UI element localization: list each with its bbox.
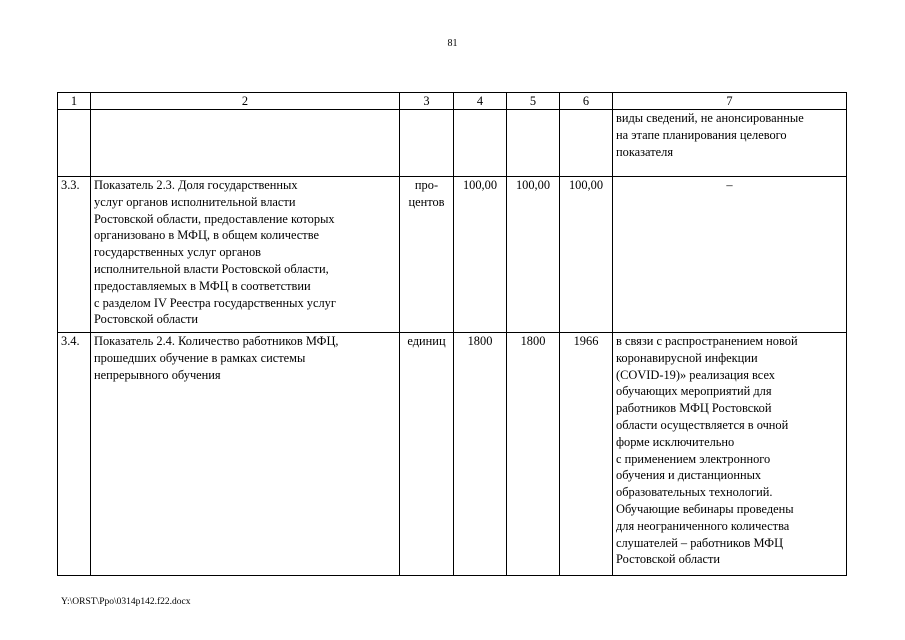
value-cell-col6: 100,00 — [560, 177, 613, 333]
header-cell-2: 2 — [91, 93, 400, 110]
header-cell-5: 5 — [507, 93, 560, 110]
table-header-row — [58, 93, 847, 110]
footer-file-path: Y:\ORST\Ppo\0314p142.f22.docx — [61, 597, 191, 607]
value-cell-col5 — [507, 110, 560, 177]
header-cell-7: 7 — [613, 93, 847, 110]
value-cell-col4: 100,00 — [454, 177, 507, 333]
header-cell-3: 3 — [400, 93, 454, 110]
value-cell-col4: 1800 — [454, 333, 507, 576]
header-cell-6: 6 — [560, 93, 613, 110]
row-number-cell — [58, 110, 91, 177]
value-cell-col5: 1800 — [507, 333, 560, 576]
note-cell: – — [613, 177, 847, 333]
value-cell-col6: 1966 — [560, 333, 613, 576]
indicator-name-cell: Показатель 2.4. Количество работников МФЦ, прошедших обучение в рамках системы непрерывного обучения — [91, 333, 400, 576]
unit-cell: про- центов — [400, 177, 454, 333]
indicators-table — [57, 92, 847, 576]
indicator-name-cell — [91, 110, 400, 177]
unit-cell: единиц — [400, 333, 454, 576]
note-cell: в связи с распространением новой коронавирусной инфекции (COVID-19)» реализация всех обучающих мероприятий для работников МФЦ Ростовской области осуществляется в очной форме исключительно с применением электронного обучения и дистанционных образовательных технологий. Обучающие вебинары проведены для неограниченного количества слушателей – работников МФЦ Ростовской области — [613, 333, 847, 576]
indicator-name-cell: Показатель 2.3. Доля государственных услуг органов исполнительной власти Ростовской области, предоставление которых организовано в МФЦ, в общем количестве государственных услуг органов исполнительной власти Ростовской области, предоставляемых в МФЦ в соответствии с разделом IV Реестра государственных услуг Ростовской области — [91, 177, 400, 333]
row-number-cell: 3.4. — [58, 333, 91, 576]
unit-cell — [400, 110, 454, 177]
row-number-cell: 3.3. — [58, 177, 91, 333]
table-row — [58, 110, 847, 177]
note-cell: виды сведений, не анонсированные на этапе планирования целевого показателя — [613, 110, 847, 177]
header-cell-1: 1 — [58, 93, 91, 110]
table-row — [58, 177, 847, 333]
table-row — [58, 333, 847, 576]
value-cell-col6 — [560, 110, 613, 177]
page-number: 81 — [447, 38, 458, 49]
value-cell-col5: 100,00 — [507, 177, 560, 333]
value-cell-col4 — [454, 110, 507, 177]
header-cell-4: 4 — [454, 93, 507, 110]
